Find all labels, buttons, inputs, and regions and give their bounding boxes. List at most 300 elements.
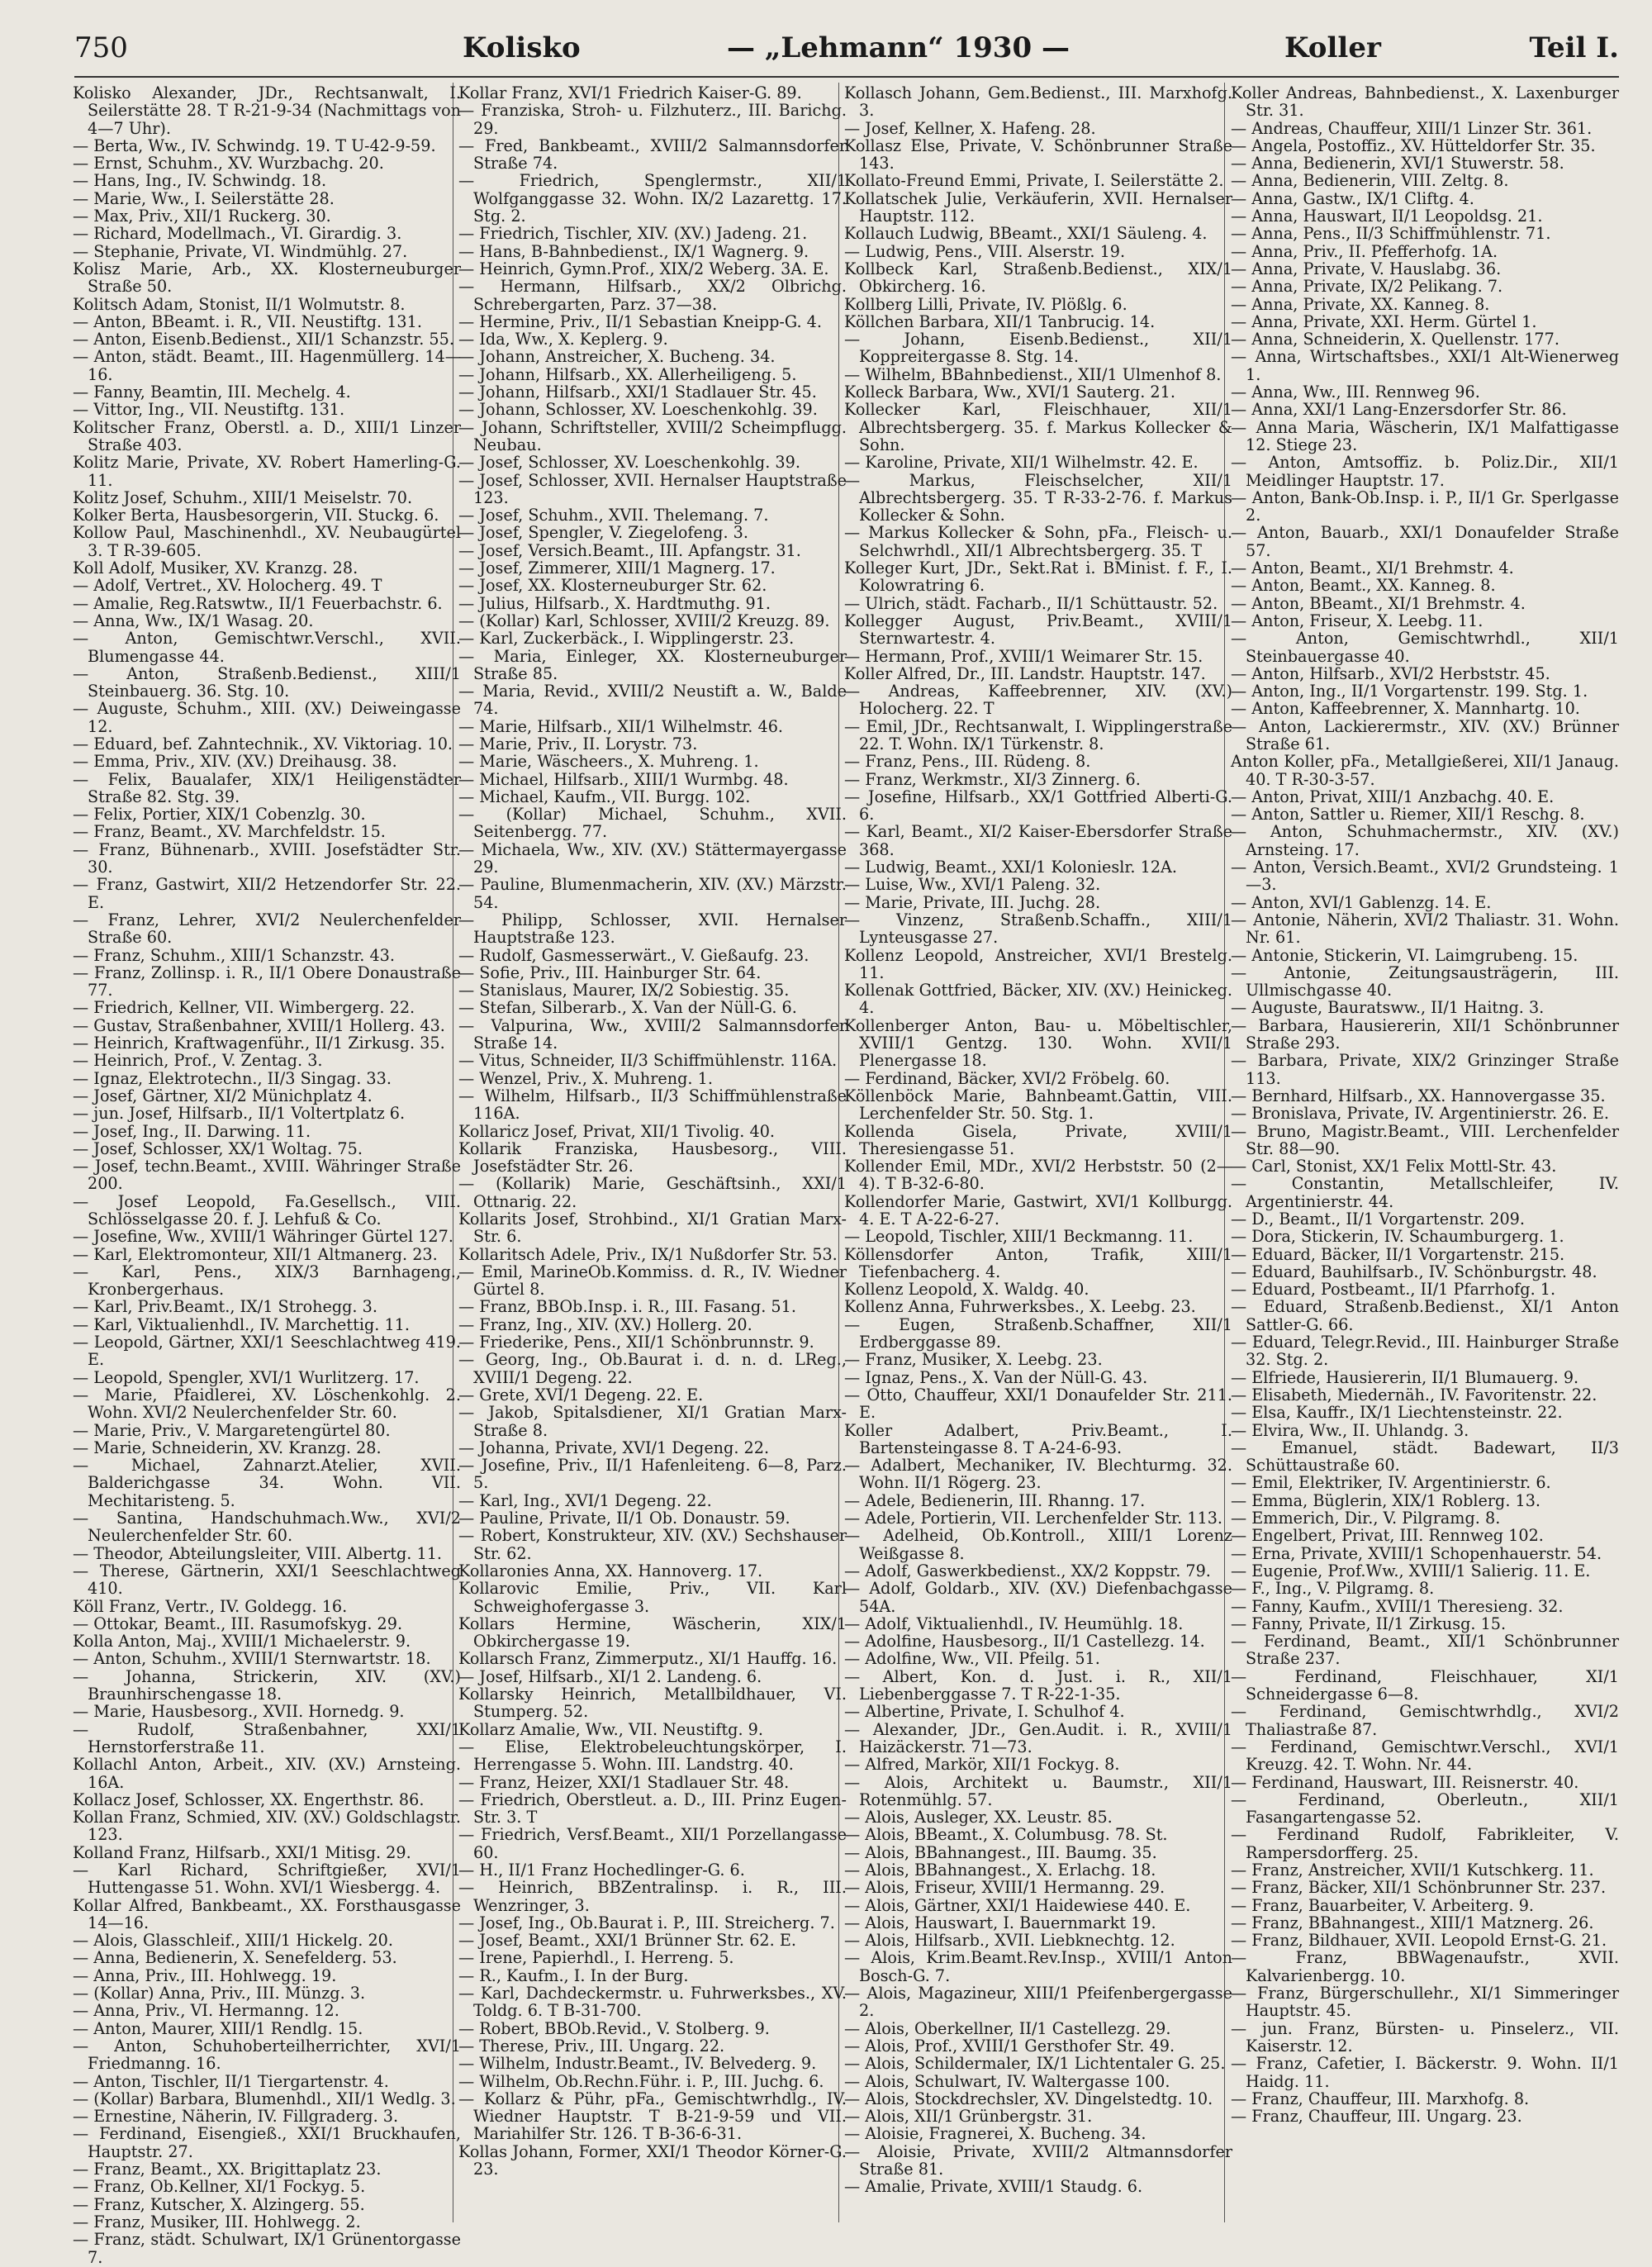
directory-entry: — Ferdinand Rudolf, Fabrikleiter, V. Rampersdorfferg. 25. [1231, 1825, 1619, 1862]
directory-entry: — Friedrich, Tischler, XIV. (XV.) Jadeng. 21. [458, 224, 808, 244]
directory-entry: — Andreas, Kaffeebrenner, XIV. (XV.) Holocherg. 22. T [844, 682, 1232, 719]
directory-entry: — Anton, Kaffeebrenner, X. Mannhartg. 10. [1231, 699, 1580, 719]
directory-entry: — Alois, Krim.Beamt.Rev.Insp., XVIII/1 Anton Bosch-G. 7. [844, 1948, 1232, 1985]
directory-entry: Koller Alfred, Dr., III. Landstr. Hauptstr. 147. [844, 663, 1206, 683]
directory-entry: — Franz, Schuhm., XIII/1 Schanzstr. 43. [73, 945, 395, 965]
directory-entry: — Franziska, Stroh- u. Filzhuterz., III. Barichg. 29. [458, 101, 847, 138]
directory-entry: — Anton, Straßenb.Bedienst., XIII/1 Steinbauerg. 36. Stg. 10. [73, 663, 461, 701]
directory-entry: — Michael, Kaufm., VII. Burgg. 102. [458, 787, 751, 806]
directory-entry: — Marie, Hausbesorg., XVII. Hornedg. 9. [73, 1702, 405, 1722]
directory-entry: Kollendorfer Marie, Gastwirt, XVI/1 Kollburgg. 4. E. T A-22-6-27. [844, 1191, 1232, 1229]
directory-entry: Kollacz Josef, Schlosser, XX. Engerthstr. 86. [73, 1789, 425, 1809]
directory-entry: — Karoline, Private, XII/1 Wilhelmstr. 42. E. [844, 453, 1199, 473]
directory-entry: — Franz, Bäcker, XII/1 Schönbrunner Str. 237. [1231, 1878, 1607, 1898]
directory-entry: — Marie, Private, III. Juchg. 28. [844, 892, 1101, 912]
directory-entry: — Vitus, Schneider, II/3 Schiffmühlenstr. 116A. [458, 1051, 838, 1071]
directory-entry: — Adalbert, Mechaniker, IV. Blechturmg. 32. Wohn. II/1 Rögerg. 23. [844, 1456, 1232, 1493]
directory-entry: — Elsa, Kauffr., IX/1 Liechtensteinstr. 22. [1231, 1403, 1563, 1423]
directory-entry: Kollarsky Heinrich, Metallbildhauer, VI. Stumperg. 52. [458, 1685, 847, 1722]
directory-entry: — Ulrich, städt. Facharb., II/1 Schüttaustr. 52. [844, 593, 1218, 613]
directory-entry: Kollberg Lilli, Private, IV. Plößlg. 6. [844, 294, 1127, 314]
directory-entry: Kollasch Johann, Gem.Bedienst., III. Marxhofg. 3. [844, 83, 1232, 121]
directory-entry: — Josef, Ing., II. Darwing. 11. [73, 1121, 311, 1141]
directory-entry: — Alois, Schildermaler, IX/1 Lichtentaler G. 25. [844, 2054, 1226, 2074]
directory-entry: Anton Koller, pFa., Metallgießerei, XII/1 Janaug. 40. T R-30-3-57. [1231, 752, 1619, 789]
directory-entry: — Karl, Beamt., XI/2 Kaiser-Ebersdorfer Straße 368. [844, 822, 1232, 859]
directory-entry: Kollenz Leopold, Anstreicher, XVI/1 Brestelg. 11. [844, 945, 1232, 982]
directory-entry: — Ferdinand, Fleischhauer, XI/1 Schneidergasse 6—8. [1231, 1666, 1619, 1704]
directory-entry: — Friedrich, Oberstleut. a. D., III. Prinz Eugen-Str. 3. T [458, 1789, 847, 1827]
directory-entry: — Marie, Ww., I. Seilerstätte 28. [73, 188, 335, 208]
directory-entry: — Alois, Friseur, XVIII/1 Hermanng. 29. [844, 1878, 1165, 1898]
directory-entry: — Georg, Ing., Ob.Baurat i. d. n. d. LReg., XVIII/1 Degeng. 22. [458, 1350, 847, 1387]
directory-entry: — Barbara, Private, XIX/2 Grinzinger Straße 113. [1231, 1051, 1619, 1088]
directory-entry: — Albertine, Private, I. Schulhof 4. [844, 1702, 1125, 1722]
page-header [74, 31, 1619, 64]
directory-entry: Köllensdorfer Anton, Trafik, XIII/1 Tiefenbacherg. 4. [844, 1244, 1232, 1281]
directory-entry: — Ignaz, Pens., X. Van der Nüll-G. 43. [844, 1367, 1148, 1387]
directory-entry: — Anton, BBeamt. i. R., VII. Neustiftg. 131. [73, 311, 422, 331]
directory-entry: Kolitscher Franz, Oberstl. a. D., XIII/1 Linzer Straße 403. [73, 417, 461, 454]
directory-entry: — Anton, Schuhm., XVIII/1 Sternwartstr. 18. [73, 1649, 431, 1669]
directory-entry: — Alois, Hauswart, I. Bauernmarkt 19. [844, 1913, 1156, 1932]
directory-entry: — Anna, Bedienerin, X. Senefelderg. 53. [73, 1948, 397, 1968]
directory-entry: Kolisz Marie, Arb., XX. Klosterneuburger Straße 50. [73, 259, 461, 297]
directory-entry: — Emil, JDr., Rechtsanwalt, I. Wipplingerstraße 22. T. Wohn. IX/1 Türkenstr. 8. [844, 716, 1232, 753]
directory-entry: — Rudolf, Straßenbahner, XXI/1 Hernstorferstraße 11. [73, 1719, 461, 1756]
directory-entry: Koll Adolf, Musiker, XV. Kranzg. 28. [73, 558, 358, 578]
directory-entry: — Eugenie, Prof.Ww., XVIII/1 Salierig. 11. E. [1231, 1561, 1591, 1580]
directory-entry: Kollars Hermine, Wäscherin, XIX/1 Obkirchergasse 19. [458, 1614, 847, 1652]
header-part: Teil I. [1529, 31, 1619, 64]
directory-entry: — Amalie, Private, XVIII/1 Staudg. 6. [844, 2177, 1143, 2197]
directory-entry: — Santina, Handschuhmach.Ww., XVI/2 Neulerchenfelder Str. 60. [73, 1509, 461, 1546]
directory-entry: — Josef, Hilfsarb., XI/1 2. Landeng. 6. [458, 1666, 762, 1686]
directory-entry: — Antonie, Zeitungsausträgerin, III. Ullmischgasse 40. [1231, 962, 1619, 1000]
directory-entry: — Ferdinand, Bäcker, XVI/2 Fröbelg. 60. [844, 1068, 1170, 1088]
directory-entry: — Heinrich, Kraftwagenführ., II/1 Zirkusg. 35. [73, 1034, 445, 1053]
directory-entry: — Franz, Bildhauer, XVII. Leopold Ernst-G. 21. [1231, 1931, 1607, 1951]
directory-entry: — Richard, Modellmach., VI. Girardig. 3. [73, 224, 402, 244]
directory-entry: — Rudolf, Gasmesserwärt., V. Gießaufg. 23. [458, 945, 809, 965]
directory-entry: — Eugen, Straßenb.Schaffner, XII/1 Erdberggasse 89. [844, 1314, 1232, 1352]
directory-entry: — Anna, Ww., IX/1 Wasag. 20. [73, 611, 314, 630]
directory-entry: — Elfriede, Hausiererin, II/1 Blumauerg. 9. [1231, 1367, 1579, 1387]
directory-entry: — Franz, Lehrer, XVI/2 Neulerchenfelder Straße 60. [73, 910, 461, 948]
directory-entry: — jun. Franz, Bürsten- u. Pinselerz., VII. Kaiserstr. 12. [1231, 2018, 1619, 2056]
directory-entry: — Stephanie, Private, VI. Windmühlg. 27. [73, 241, 408, 261]
directory-entry: Koller Adalbert, Priv.Beamt., I. Bartensteingasse 8. T A-24-6-93. [844, 1420, 1232, 1457]
header-title: — „Lehmann“ 1930 — [727, 31, 1070, 64]
directory-entry: — Anna, Private, XX. Kanneg. 8. [1231, 294, 1490, 314]
directory-entry: — Eduard, bef. Zahntechnik., XV. Viktoriag. 10. [73, 734, 453, 753]
directory-entry: — (Kollar) Barbara, Blumenhdl., XII/1 Wedlg. 3. [73, 2089, 456, 2108]
directory-entry: — Anton, Privat, XIII/1 Anzbachg. 40. E. [1231, 787, 1555, 806]
directory-entry: Köll Franz, Vertr., IV. Goldegg. 16. [73, 1596, 348, 1616]
directory-entry: — Franz, BBWagenaufstr., XVII. Kalvarienbergg. 10. [1231, 1948, 1619, 1985]
directory-entry: — Albert, Kon. d. Just. i. R., XII/1 Liebenberggasse 7. T R-22-1-35. [844, 1666, 1232, 1704]
directory-entry: — Eduard, Postbeamt., II/1 Pfarrhofg. 1. [1231, 1280, 1556, 1300]
directory-entry: — Sofie, Priv., III. Hainburger Str. 64. [458, 962, 762, 982]
directory-entry: — Anton, Beamt., XI/1 Brehmstr. 4. [1231, 558, 1514, 578]
directory-entry: — Franz, Bühnenarb., XVIII. Josefstädter Str. 30. [73, 839, 461, 877]
directory-entry: — Emanuel, städt. Badewart, II/3 Schüttaustraße 60. [1231, 1438, 1619, 1476]
directory-entry: — Anna, Priv., VI. Hermanng. 12. [73, 2001, 339, 2021]
directory-entry: — Anton, Beamt., XX. Kanneg. 8. [1231, 576, 1496, 596]
directory-entry: Kolland Franz, Hilfsarb., XXI/1 Mitisg. 29. [73, 1842, 411, 1862]
directory-entry: — Franz, Kutscher, X. Alzingerg. 55. [73, 2194, 365, 2214]
directory-entry: — Emmerich, Dir., V. Pilgramg. 8. [1231, 1509, 1501, 1528]
directory-entry: — Josef, Schuhm., XVII. Thelemang. 7. [458, 506, 769, 525]
directory-entry: — Berta, Ww., IV. Schwindg. 19. T U-42-9-59. [73, 135, 436, 155]
directory-entry: — Johann, Hilfsarb., XXI/1 Stadlauer Str. 45. [458, 383, 817, 402]
directory-entry: Kollarz Amalie, Ww., VII. Neustiftg. 9. [458, 1719, 763, 1739]
directory-entry: Kollegger August, Priv.Beamt., XVIII/1 Sternwartestr. 4. [844, 611, 1232, 649]
directory-entry: — Anna, Wirtschaftsbes., XXI/1 Alt-Wienerweg 1. [1231, 347, 1619, 384]
directory-entry: — Gustav, Straßenbahner, XVIII/1 Hollerg. 43. [73, 1015, 445, 1035]
directory-entry: — Elise, Elektrobeleuchtungskörper, I. Herrengasse 5. Wohn. III. Landstrg. 40. [458, 1737, 847, 1775]
directory-entry: — Eduard, Telegr.Revid., III. Hainburger Straße 32. Stg. 2. [1231, 1333, 1619, 1370]
directory-entry: — Leopold, Tischler, XIII/1 Beckmanng. 11. [844, 1227, 1194, 1247]
directory-entry: — Hermann, Hilfsarb., XX/2 Olbrichg. Schrebergarten, Parz. 37—38. [458, 277, 847, 314]
header-rule [74, 76, 1619, 78]
directory-entry: — Marie, Priv., II. Lorystr. 73. [458, 734, 698, 753]
directory-entry: — Antonie, Näherin, XVI/2 Thaliastr. 31. Wohn. Nr. 61. [1231, 910, 1619, 948]
directory-entry: — Anna, Gastw., IX/1 Cliftg. 4. [1231, 188, 1474, 208]
directory-entry: — Franz, Anstreicher, XVII/1 Kutschkerg. 11. [1231, 1860, 1594, 1880]
directory-entry: — Karl, Zuckerbäck., I. Wipplingerstr. 23. [458, 629, 795, 649]
directory-entry: — Therese, Priv., III. Ungarg. 22. [458, 2036, 725, 2056]
directory-entry: — Friedrich, Spenglermstr., XII/1 Wolfganggasse 32. Wohn. IX/2 Lazarettg. 17. Stg. 2. [458, 171, 847, 226]
directory-entry: — Alois, Architekt u. Baumstr., XII/1 Rotenmühlg. 57. [844, 1772, 1232, 1809]
directory-column-1 [73, 83, 461, 2267]
directory-entry: — Josef, Schlosser, XV. Loeschenkohlg. 39. [458, 453, 800, 473]
directory-entry: — Marie, Hilfsarb., XII/1 Wilhelmstr. 46. [458, 716, 784, 736]
directory-entry: — Wilhelm, Hilfsarb., II/3 Schiffmühlenstraße 116A. [458, 1086, 847, 1124]
directory-entry: — Anton, Bauarb., XXI/1 Donaufelder Straße 57. [1231, 523, 1619, 560]
directory-entry: — Karl, Elektromonteur, XII/1 Altmanerg. 23. [73, 1244, 438, 1264]
directory-entry: Kollarik Franziska, Hausbesorg., VIII. Josefstädter Str. 26. [458, 1138, 847, 1176]
directory-entry: — Markus, Fleischselcher, XII/1 Albrechtsbergerg. 35. T R-33-2-76. f. Markus Kollecker & Sohn. [844, 470, 1232, 525]
directory-entry: — D., Beamt., II/1 Vorgartenstr. 209. [1231, 1210, 1525, 1229]
directory-entry: — Karl, Ing., XVI/1 Degeng. 22. [458, 1490, 712, 1510]
directory-entry: Kollarsch Franz, Zimmerputz., XI/1 Hauffg. 16. [458, 1649, 838, 1669]
directory-entry: — Anton, BBeamt., XI/1 Brehmstr. 4. [1231, 593, 1526, 613]
directory-entry: — Eduard, Bauhilfsarb., IV. Schönburgstr. 48. [1231, 1262, 1597, 1281]
directory-entry: — Ferdinand, Gemischtwrhdlg., XVI/2 Thaliastraße 87. [1231, 1702, 1619, 1739]
directory-entry: — Alois, Hilfsarb., XVII. Liebknechtg. 12. [844, 1931, 1175, 1951]
directory-entry: Kollan Franz, Schmied, XIV. (XV.) Goldschlagstr. 123. [73, 1808, 461, 1845]
directory-entry: — Karl Richard, Schriftgießer, XVI/1 Huttengasse 51. Wohn. XVI/1 Wiesbergg. 4. [73, 1860, 461, 1898]
directory-entry: — Robert, Konstrukteur, XIV. (XV.) Sechshauser Str. 62. [458, 1526, 847, 1563]
directory-column-2 [458, 84, 847, 2224]
directory-entry: — Otto, Chauffeur, XXI/1 Donaufelder Str. 211. E. [844, 1385, 1232, 1423]
directory-entry: — Max, Priv., XII/1 Ruckerg. 30. [73, 207, 331, 226]
directory-entry: — Josef, Kellner, X. Hafeng. 28. [844, 118, 1096, 138]
directory-entry: Kollecker Karl, Fleischhauer, XII/1 Albrechtsbergerg. 35. f. Markus Kollecker & Sohn. [844, 400, 1232, 454]
directory-entry: — Ernst, Schuhm., XV. Wurzbachg. 20. [73, 154, 384, 173]
directory-entry: — Ida, Ww., X. Keplerg. 9. [458, 330, 668, 349]
directory-entry: — Valpurina, Ww., XVIII/2 Salmannsdorfer Straße 14. [458, 1015, 847, 1053]
directory-entry: — Anna, Private, XXI. Herm. Gürtel 1. [1231, 311, 1537, 331]
directory-entry: Kolitz Marie, Private, XV. Robert Hamerling-G. 11. [73, 453, 461, 490]
directory-entry: Kolker Berta, Hausbesorgerin, VII. Stuckg. 6. [73, 506, 439, 525]
directory-entry: Kollasz Else, Private, V. Schönbrunner Straße 143. [844, 135, 1232, 173]
directory-entry: — Anna, Ww., III. Rennweg 96. [1231, 383, 1480, 402]
directory-entry: — Franz, Chauffeur, III. Ungarg. 23. [1231, 2107, 1522, 2127]
directory-entry: Kolleger Kurt, JDr., Sekt.Rat i. BMinist. f. F., I. Kolowratring 6. [844, 558, 1232, 596]
directory-entry: — Jakob, Spitalsdiener, XI/1 Gratian Marx-Straße 8. [458, 1403, 847, 1440]
directory-entry: — Ignaz, Elektrotechn., II/3 Singag. 33. [73, 1068, 392, 1088]
directory-entry: — Ferdinand, Oberleutn., XII/1 Fasangartengasse 52. [1231, 1789, 1619, 1827]
directory-entry: — Alois, Schulwart, IV. Waltergasse 100. [844, 2071, 1170, 2091]
directory-entry: — Wilhelm, Industr.Beamt., IV. Belvederg. 9. [458, 2054, 817, 2074]
directory-entry: — Franz, Bürgerschullehr., XI/1 Simmeringer Hauptstr. 45. [1231, 1984, 1619, 2021]
directory-entry: — Wilhelm, BBahnbedienst., XII/1 Ulmenhof 8. [844, 364, 1222, 384]
directory-entry: — Andreas, Chauffeur, XIII/1 Linzer Str. 361. [1231, 118, 1593, 138]
directory-entry: Kollender Emil, MDr., XVI/2 Herbststr. 50 (2—4). T B-32-6-80. [844, 1157, 1232, 1194]
directory-entry: Kollenberger Anton, Bau- u. Möbeltischler, XVIII/1 Gentzg. 130. Wohn. XVII/1 Plenergasse 18. [844, 1015, 1232, 1071]
directory-entry: — Fanny, Private, II/1 Zirkusg. 15. [1231, 1614, 1507, 1633]
directory-entry: — Franz, Pens., III. Rüdeng. 8. [844, 752, 1091, 772]
directory-entry: — Alois, Ausleger, XX. Leustr. 85. [844, 1808, 1113, 1827]
directory-entry: — Anton, Schuhoberteilherrichter, XVI/1 Friedmanng. 16. [73, 2036, 461, 2074]
directory-entry: — Stanislaus, Maurer, IX/2 Sobiestig. 35. [458, 981, 790, 1000]
directory-entry: — Aloisie, Private, XVIII/2 Altmannsdorfer Straße 81. [844, 2141, 1232, 2179]
directory-entry: — (Kollar) Anna, Priv., III. Münzg. 3. [73, 1984, 366, 2003]
directory-entry: — Josef, Schlosser, XVII. Hernalser Hauptstraße 123. [458, 470, 847, 507]
directory-entry: Kollatschek Julie, Verkäuferin, XVII. Hernalser Hauptstr. 112. [844, 188, 1232, 226]
directory-entry: — Philipp, Schlosser, XVII. Hernalser Hauptstraße 123. [458, 910, 847, 948]
directory-entry: — Adelheid, Ob.Kontroll., XIII/1 Lorenz Weißgasse 8. [844, 1526, 1232, 1563]
directory-entry: — Vittor, Ing., VII. Neustiftg. 131. [73, 400, 345, 420]
directory-entry: — Alois, XII/1 Grünbergstr. 31. [844, 2107, 1093, 2127]
directory-entry: — Michael, Zahnarzt.Atelier, XVII. Balderichgasse 34. Wohn. VII. Mechitaristeng. 5. [73, 1456, 461, 1510]
directory-entry: — Theodor, Abteilungsleiter, VIII. Albertg. 11. [73, 1543, 443, 1563]
directory-entry: Kollenak Gottfried, Bäcker, XIV. (XV.) Heinickeg. 4. [844, 981, 1232, 1018]
directory-entry: — Pauline, Private, II/1 Ob. Donaustr. 59. [458, 1509, 790, 1528]
directory-entry: — Franz, Bauarbeiter, V. Arbeiterg. 9. [1231, 1895, 1535, 1915]
directory-entry: — Karl, Priv.Beamt., IX/1 Strohegg. 3. [73, 1297, 377, 1317]
directory-entry: — Franz, Beamt., XV. Marchfeldstr. 15. [73, 822, 386, 842]
directory-entry: — Anna, Hauswart, II/1 Leopoldsg. 21. [1231, 207, 1543, 226]
directory-entry: — Josef, Gärtner, XI/2 Münichplatz 4. [73, 1086, 373, 1105]
directory-entry: — Fanny, Beamtin, III. Mechelg. 4. [73, 383, 351, 402]
directory-entry: — Johann, Anstreicher, X. Bucheng. 34. [458, 347, 776, 367]
directory-entry: — Vinzenz, Straßenb.Schaffn., XIII/1 Lynteusgasse 27. [844, 910, 1232, 948]
directory-entry: — Felix, Baualafer, XIX/1 Heiligenstädter Straße 82. Stg. 39. [73, 769, 461, 806]
directory-entry: — Dora, Stickerin, IV. Schaumburgerg. 1. [1231, 1227, 1564, 1247]
directory-entry: — Elisabeth, Miedernäh., IV. Favoritenstr. 22. [1231, 1385, 1597, 1404]
directory-entry: — Emil, Elektriker, IV. Argentinierstr. 6. [1231, 1473, 1551, 1493]
directory-entry: — Josef, Versich.Beamt., III. Apfangstr. 31. [458, 540, 801, 560]
directory-entry: Kolisko Alexander, JDr., Rechtsanwalt, I. Seilerstätte 28. T R-21-9-34 (Nachmittags von 4—7 Uhr). [73, 83, 461, 138]
directory-entry: Kollenz Anna, Fuhrwerksbes., X. Leebg. 23. [844, 1297, 1196, 1317]
directory-entry: — Robert, BBOb.Revid., V. Stolberg. 9. [458, 2018, 770, 2038]
directory-entry: — Bronislava, Private, IV. Argentinierstr. 26. E. [1231, 1104, 1609, 1124]
directory-entry: — Anton, Hilfsarb., XVI/2 Herbststr. 45. [1231, 663, 1550, 683]
directory-entry: — Ernestine, Näherin, IV. Fillgraderg. 3. [73, 2107, 399, 2127]
directory-entry: — Felix, Portier, XIX/1 Cobenzlg. 30. [73, 805, 366, 825]
directory-entry: Kollachl Anton, Arbeit., XIV. (XV.) Arnsteing. 16A. [73, 1755, 461, 1792]
directory-entry: — Josef Leopold, Fa.Gesellsch., VIII. Schlösselgasse 20. f. J. Lehfuß & Co. [73, 1191, 461, 1229]
directory-entry: — Johann, Hilfsarb., XX. Allerheiligeng. 5. [458, 364, 797, 384]
directory-column-3 [844, 84, 1232, 2224]
directory-entry: — Maria, Revid., XVIII/2 Neustift a. W., Balde 74. [458, 682, 847, 719]
directory-entry: Kollarovic Emilie, Priv., VII. Karl Schweighofergasse 3. [458, 1579, 847, 1616]
directory-entry: Kollato-Freund Emmi, Private, I. Seilerstätte 2. [844, 171, 1224, 191]
directory-entry: — Franz, Ob.Kellner, XI/1 Fockyg. 5. [73, 2177, 366, 2197]
directory-entry: Kolleck Barbara, Ww., XVI/1 Sauterg. 21. [844, 383, 1175, 402]
directory-entry: — Marie, Wäscheers., X. Muhreng. 1. [458, 752, 759, 772]
directory-entry: — Fanny, Kaufm., XVIII/1 Theresieng. 32. [1231, 1596, 1564, 1616]
directory-entry: — Karl, Dachdeckermstr. u. Fuhrwerksbes., XV. Toldg. 6. T B-31-700. [458, 1984, 847, 2021]
directory-entry: — Marie, Schneiderin, XV. Kranzg. 28. [73, 1438, 382, 1457]
directory-entry: — Adolf, Gaswerkbedienst., XX/2 Koppstr. 79. [844, 1561, 1211, 1580]
directory-entry: Köllenböck Marie, Bahnbeamt.Gattin, VIII. Lerchenfelder Str. 50. Stg. 1. [844, 1086, 1232, 1124]
directory-entry: — Franz, Werkmstr., XI/3 Zinnerg. 6. [844, 769, 1141, 789]
directory-entry: — Wilhelm, Ob.Rechn.Führ. i. P., III. Juchg. 6. [458, 2071, 824, 2091]
directory-entry: — Franz, Beamt., XX. Brigittaplatz 23. [73, 2160, 382, 2179]
directory-entry: Kollbeck Karl, Straßenb.Bedienst., XIX/1 Obkircherg. 16. [844, 259, 1232, 297]
directory-entry: — Karl, Viktualienhdl., IV. Marchettig. 11. [73, 1314, 410, 1334]
directory-entry: — Kollarz & Pühr, pFa., Gemischtwrhdlg., IV. Wiedner Hauptstr. T B-21-9-59 und VII. Mariahilfer Str. 126. T B-36-6-31. [458, 2089, 847, 2144]
directory-entry: — Anton, Schuhmachermstr., XIV. (XV.) Arnsteing. 17. [1231, 822, 1619, 859]
directory-entry: — Eduard, Straßenb.Bedienst., XI/1 Anton Sattler-G. 66. [1231, 1297, 1619, 1334]
directory-entry: — Franz, Musiker, X. Leebg. 23. [844, 1350, 1103, 1370]
directory-entry: — Michaela, Ww., XIV. (XV.) Stättermayergasse 29. [458, 839, 847, 877]
directory-entry: — (Kollarik) Marie, Geschäftsinh., XXI/1 Ottnarig. 22. [458, 1174, 847, 1211]
directory-entry: — Anna, Bedienerin, XVI/1 Stuwerstr. 58. [1231, 154, 1564, 173]
directory-entry: — Hans, Ing., IV. Schwindg. 18. [73, 171, 327, 191]
directory-entry: — jun. Josef, Hilfsarb., II/1 Voltertplatz 6. [73, 1104, 406, 1124]
directory-entry: — Anna, Private, V. Hauslabg. 36. [1231, 259, 1502, 278]
directory-entry: — Alois, Oberkellner, II/1 Castellezg. 29. [844, 2018, 1171, 2038]
directory-entry: — Angela, Postoffiz., XV. Hütteldorfer Str. 35. [1231, 135, 1596, 155]
directory-entry: — Anton, Ing., II/1 Vorgartenstr. 199. Stg. 1. [1231, 682, 1588, 701]
directory-entry: Kollarits Josef, Strohbind., XI/1 Gratian Marx-Str. 6. [458, 1210, 847, 1247]
directory-entry: — Josef, Schlosser, XX/1 Woltag. 75. [73, 1138, 363, 1158]
directory-entry: — Ferdinand, Gemischtwr.Verschl., XVI/1 Kreuzg. 42. T. Wohn. Nr. 44. [1231, 1737, 1619, 1775]
directory-entry: — Luise, Ww., XVI/1 Paleng. 32. [844, 875, 1101, 895]
directory-entry: — Barbara, Hausiererin, XII/1 Schönbrunner Straße 293. [1231, 1015, 1619, 1053]
directory-entry: — Josef, Spengler, V. Ziegelofeng. 3. [458, 523, 748, 543]
directory-entry: — Eduard, Bäcker, II/1 Vorgartenstr. 215. [1231, 1244, 1565, 1264]
page-number: 750 [74, 31, 128, 64]
directory-entry: — Anton, Amtsoffiz. b. Poliz.Dir., XII/1 Meidlinger Hauptstr. 17. [1231, 453, 1619, 490]
directory-entry: — Karl, Pens., XIX/3 Barnhageng., Kronbergerhaus. [73, 1262, 461, 1300]
directory-entry: — Alois, Gärtner, XXI/1 Haidewiese 440. E. [844, 1895, 1191, 1915]
directory-entry: — Ludwig, Pens., VIII. Alserstr. 19. [844, 241, 1126, 261]
directory-entry: — Friedrich, Kellner, VII. Wimbergerg. 22. [73, 998, 415, 1018]
directory-entry: — Marie, Priv., V. Margaretengürtel 80. [73, 1420, 391, 1440]
directory-entry: — Josef, Beamt., XXI/1 Brünner Str. 62. E. [458, 1931, 796, 1951]
directory-entry: Kolla Anton, Maj., XVIII/1 Michaelerstr. 9. [73, 1632, 411, 1652]
directory-entry: — Anton, Eisenb.Bedienst., XII/1 Schanzstr. 55. [73, 330, 454, 349]
directory-entry: — Adolf, Vertret., XV. Holocherg. 49. T [73, 576, 382, 596]
directory-entry: — Franz, Chauffeur, III. Marxhofg. 8. [1231, 2089, 1530, 2108]
directory-entry: — Alois, BBahnangest., III. Baumg. 35. [844, 1842, 1157, 1862]
directory-entry: — Grete, XVI/1 Degeng. 22. E. [458, 1385, 704, 1404]
directory-entry: — Franz, Ing., XIV. (XV.) Hollerg. 20. [458, 1314, 752, 1334]
directory-entry: — Josefine, Priv., II/1 Hafenleiteng. 6—8, Parz. 5. [458, 1456, 847, 1493]
directory-entry: — Maria, Einleger, XX. Klosterneuburger Straße 85. [458, 646, 847, 683]
directory-entry: — Bernhard, Hilfsarb., XX. Hannovergasse 35. [1231, 1086, 1606, 1105]
directory-entry: — Anton, Maurer, XIII/1 Rendlg. 15. [73, 2018, 363, 2038]
directory-entry: — Josefine, Hilfsarb., XX/1 Gottfried Alberti-G. 6. [844, 787, 1232, 825]
directory-entry: — Markus Kollecker & Sohn, pFa., Fleisch- u. Selchwrhdl., XII/1 Albrechtsbergerg. 35. T [844, 523, 1232, 560]
directory-entry: — Ferdinand, Eisengieß., XXI/1 Bruckhaufen, Hauptstr. 27. [73, 2124, 461, 2161]
directory-entry: — Franz, Cafetier, I. Bäckerstr. 9. Wohn. II/1 Haidg. 11. [1231, 2054, 1619, 2091]
directory-entry: — Therese, Gärtnerin, XXI/1 Seeschlachtweg 410. [73, 1561, 461, 1599]
directory-entry: — Johann, Schriftsteller, XVIII/2 Scheimpflugg. Neubau. [458, 417, 847, 454]
directory-entry: — Anton, Tischler, II/1 Tiergartenstr. 4. [73, 2071, 389, 2091]
directory-entry: — Elvira, Ww., II. Uhlandg. 3. [1231, 1420, 1469, 1440]
directory-entry: — Auguste, Bauratsww., II/1 Haitng. 3. [1231, 998, 1545, 1018]
directory-entry: — Friedrich, Versf.Beamt., XII/1 Porzellangasse 60. [458, 1825, 847, 1862]
directory-entry: — Erna, Private, XVIII/1 Schopenhauerstr. 54. [1231, 1543, 1602, 1563]
directory-entry: — Alexander, JDr., Gen.Audit. i. R., XVIII/1 Haizäckerstr. 71—73. [844, 1719, 1232, 1756]
directory-entry: — Franz, Musiker, III. Hohlwegg. 2. [73, 2212, 361, 2231]
directory-entry: Kollas Johann, Former, XXI/1 Theodor Körner-G. 23. [458, 2141, 847, 2179]
directory-entry: — Anna, Priv., II. Pfefferhofg. 1A. [1231, 241, 1498, 261]
directory-entry: — Adolfine, Ww., VII. Pfeilg. 51. [844, 1649, 1100, 1669]
directory-entry: Kollar Alfred, Bankbeamt., XX. Forsthausgasse 14—16. [73, 1895, 461, 1932]
directory-entry: — Leopold, Gärtner, XXI/1 Seeschlachtweg 419. E. [73, 1333, 461, 1370]
directory-entry: — Hermann, Prof., XVIII/1 Weimarer Str. 15. [844, 646, 1203, 666]
directory-entry: — Alois, Magazineur, XIII/1 Pfeifenbergergasse 2. [844, 1984, 1232, 2021]
directory-entry: — Heinrich, BBZentralinsp. i. R., III. Wenzringer, 3. [458, 1878, 847, 1915]
directory-entry: — Johanna, Strickerin, XIV. (XV.) Braunhirschengasse 18. [73, 1666, 461, 1704]
directory-entry: — Franz, BBahnangest., XIII/1 Matznerg. 26. [1231, 1913, 1594, 1932]
header-left-keyword: Kolisko [463, 31, 581, 64]
directory-entry: — Bruno, Magistr.Beamt., VIII. Lerchenfelder Str. 88—90. [1231, 1121, 1619, 1158]
directory-entry: — Josef, XX. Klosterneuburger Str. 62. [458, 576, 767, 596]
directory-entry: — (Kollar) Karl, Schlosser, XVIII/2 Kreuzg. 89. [458, 611, 830, 630]
directory-entry: — Alois, BBahnangest., X. Erlachg. 18. [844, 1860, 1156, 1880]
directory-entry: — Ottokar, Beamt., III. Rasumofskyg. 29. [73, 1614, 403, 1633]
directory-entry: — Adele, Bedienerin, III. Rhanng. 17. [844, 1490, 1146, 1510]
directory-entry: — Friederike, Pens., XII/1 Schönbrunnstr. 9. [458, 1333, 814, 1352]
directory-entry: — Heinrich, Prof., V. Zentag. 3. [73, 1051, 323, 1071]
directory-entry: — Anna Maria, Wäscherin, IX/1 Malfattigasse 12. Stiege 23. [1231, 417, 1619, 454]
directory-entry: — Anton, Gemischtwrhdl., XII/1 Steinbauergasse 40. [1231, 629, 1619, 666]
directory-entry: Kollenz Leopold, X. Waldg. 40. [844, 1280, 1089, 1300]
directory-entry: — Irene, Papierhdl., I. Herreng. 5. [458, 1948, 734, 1968]
directory-entry: — Anton, Versich.Beamt., XVI/2 Grundsteing. 1—3. [1231, 858, 1619, 895]
directory-entry: — Stefan, Silberarb., X. Van der Nüll-G. 6. [458, 998, 797, 1018]
directory-entry: — Anton, Lackierermstr., XIV. (XV.) Brünner Straße 61. [1231, 716, 1619, 753]
directory-entry: — Pauline, Blumenmacherin, XIV. (XV.) Märzstr. 54. [458, 875, 847, 912]
directory-entry: — Wenzel, Priv., X. Muhreng. 1. [458, 1068, 713, 1088]
directory-entry: — Josefine, Ww., XVIII/1 Währinger Gürtel 127. [73, 1227, 453, 1247]
directory-entry: — Adolf, Goldarb., XIV. (XV.) Diefenbachgasse 54A. [844, 1579, 1232, 1616]
directory-entry: — Hermine, Priv., II/1 Sebastian Kneipp-G. 4. [458, 311, 822, 331]
directory-entry: — Ferdinand, Hauswart, III. Reisnerstr. 40. [1231, 1772, 1579, 1792]
directory-entry: — Anna, Bedienerin, VIII. Zeltg. 8. [1231, 171, 1509, 191]
directory-entry: — Johann, Schlosser, XV. Loeschenkohlg. 39. [458, 400, 818, 420]
directory-entry: — Alois, Prof., XVIII/1 Gersthofer Str. 49. [844, 2036, 1175, 2056]
directory-entry: — Adele, Portierin, VII. Lerchenfelder Str. 113. [844, 1509, 1223, 1528]
directory-entry: — Anna, Pens., II/3 Schiffmühlenstr. 71. [1231, 224, 1551, 244]
directory-entry: — Alois, Glasschleif., XIII/1 Hickelg. 20. [73, 1931, 393, 1951]
directory-entry: — F., Ing., V. Pilgramg. 8. [1231, 1579, 1435, 1599]
directory-entry: — Anton, Sattler u. Riemer, XII/1 Reschg. 8. [1231, 805, 1585, 825]
directory-entry: — Franz, BBOb.Insp. i. R., III. Fasang. 51. [458, 1297, 796, 1317]
directory-entry: — Anna, Private, IX/2 Pelikang. 7. [1231, 277, 1503, 297]
directory-entry: — Johann, Eisenb.Bedienst., XII/1 Koppreitergasse 8. Stg. 14. [844, 330, 1232, 367]
directory-entry: — Emma, Büglerin, XIX/1 Roblerg. 13. [1231, 1490, 1541, 1510]
